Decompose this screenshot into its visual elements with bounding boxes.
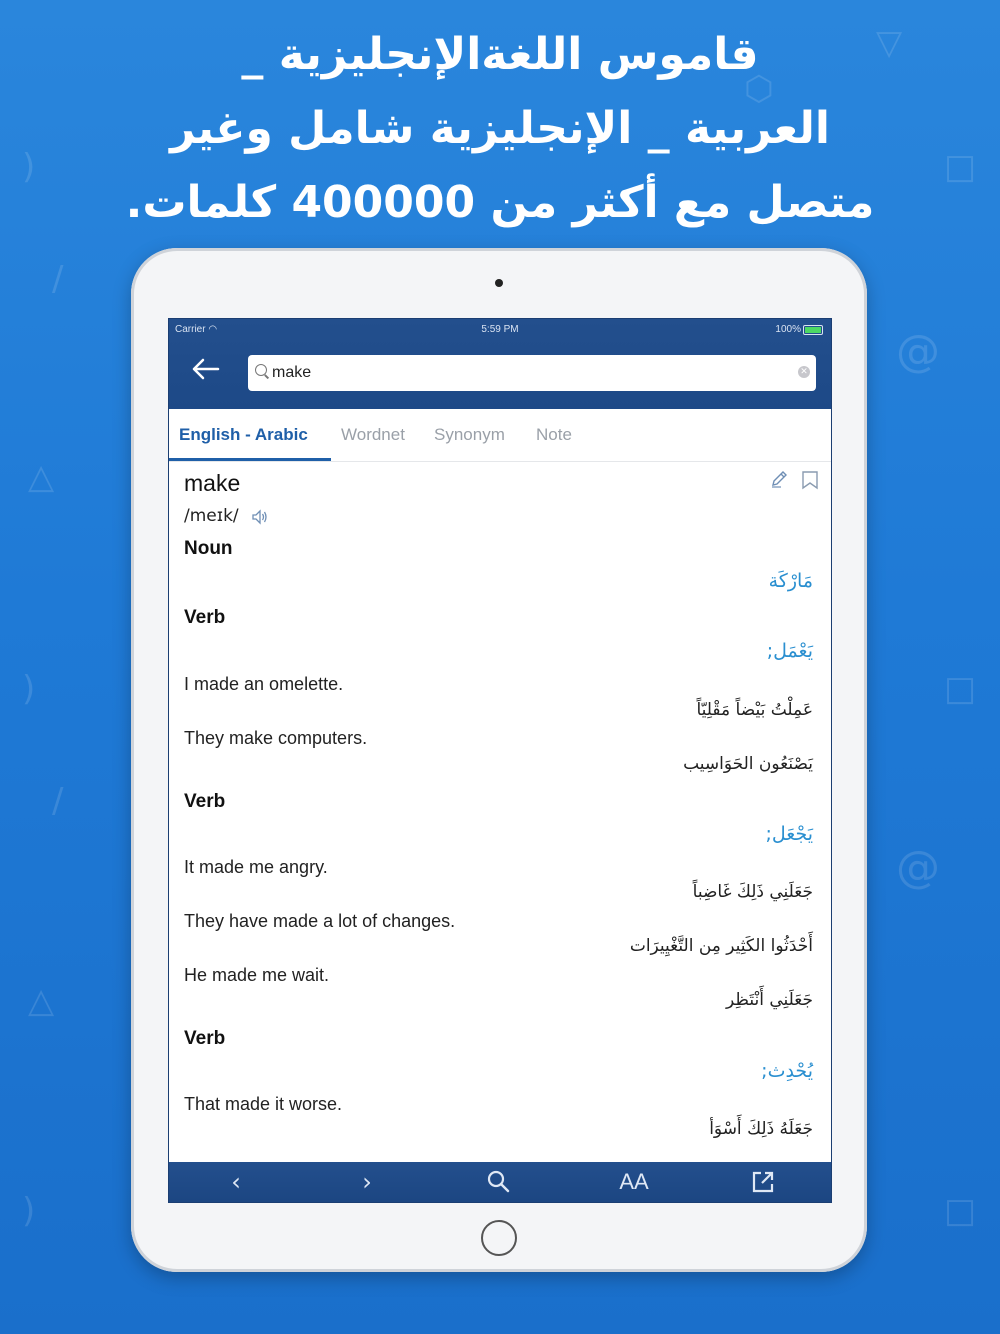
background-spiral-icon: @: [896, 842, 940, 893]
arrow-left-icon: [191, 357, 221, 381]
tab-wordnet[interactable]: Wordnet: [341, 425, 405, 444]
background-square-icon: □: [944, 669, 977, 709]
headline-line-2: العربية _ الإنجليزية شامل وغير: [170, 103, 830, 154]
definition-content[interactable]: [169, 462, 831, 1162]
part-of-speech: Verb: [184, 791, 226, 812]
back-button[interactable]: [189, 357, 223, 387]
example-arabic: جَعَلَنِي أَنْتَظِر: [726, 990, 813, 1010]
part-of-speech: Verb: [184, 1028, 226, 1049]
promo-headline: [0, 18, 1000, 240]
search-bar[interactable]: [248, 355, 816, 391]
example-english: They make computers.: [184, 728, 368, 748]
font-size-button[interactable]: [612, 1162, 656, 1202]
background-hexagon-icon: ⬡: [744, 69, 774, 109]
example-arabic: يَصْنَعُون الحَوَاسِيب: [683, 754, 813, 774]
chevron-left-icon: ‹: [231, 1168, 241, 1196]
font-size-icon: AA: [619, 1169, 649, 1194]
clear-x-icon[interactable]: ✕: [798, 366, 810, 378]
pronunciation: /meɪk/: [184, 506, 239, 526]
chevron-right-icon: ›: [362, 1168, 372, 1196]
background-triangle-icon: △: [28, 981, 55, 1021]
home-button: [481, 1220, 517, 1256]
tab-synonym[interactable]: Synonym: [434, 425, 505, 444]
battery-icon: [803, 325, 823, 335]
bottom-toolbar: [169, 1162, 831, 1202]
part-of-speech: Noun: [184, 538, 233, 559]
example-arabic: أَحْدَثُوا الكَثِير مِن التَّغْيِيرَات: [629, 936, 813, 956]
arabic-translation: مَارْكَة: [768, 570, 813, 592]
tab-note[interactable]: Note: [536, 425, 572, 444]
background-spiral-icon: @: [896, 326, 940, 377]
status-time: 5:59 PM: [481, 324, 519, 335]
share-button[interactable]: [743, 1162, 783, 1202]
pencil-icon[interactable]: [769, 469, 789, 489]
background-slash-icon: /: [52, 781, 64, 821]
background-triangle-icon: ▽: [876, 23, 903, 63]
example-arabic: جَعَلَهُ ذَلِكَ أَسْوَأ: [709, 1119, 813, 1139]
background-triangle-icon: △: [28, 457, 55, 497]
background-arc-icon: ): [22, 1191, 36, 1231]
wifi-icon: ◠: [208, 324, 218, 335]
background-square-icon: □: [944, 1191, 977, 1231]
arabic-translation: يَجْعَل;: [765, 823, 813, 845]
tab-bar: [169, 409, 831, 462]
headword: make: [184, 470, 241, 496]
example-arabic: جَعَلَنِي ذَلِكَ غَاضِباً: [692, 882, 813, 902]
magnifier-icon: [255, 364, 267, 376]
search-button[interactable]: [479, 1162, 519, 1202]
headline-line-3: متصل مع أكثر من 400000 كلمات.: [125, 177, 875, 228]
carrier-label: Carrier ◠: [175, 324, 218, 335]
battery-percent: 100%: [775, 324, 801, 335]
example-english: It made me angry.: [184, 857, 328, 877]
share-icon: [750, 1169, 776, 1195]
arabic-translation: يُحْدِث;: [761, 1060, 813, 1082]
active-tab-indicator: [169, 458, 331, 461]
bookmark-icon[interactable]: [801, 470, 819, 490]
ipad-frame: [131, 248, 867, 1272]
search-icon: [486, 1169, 512, 1195]
example-english: They have made a lot of changes.: [184, 911, 456, 931]
example-english: That made it worse.: [184, 1094, 343, 1114]
speaker-icon[interactable]: [251, 508, 269, 526]
tab-english-arabic[interactable]: English - Arabic: [179, 425, 308, 444]
background-square-icon: □: [944, 147, 977, 187]
search-input[interactable]: [272, 355, 782, 391]
previous-button[interactable]: [216, 1162, 256, 1202]
background-arc-icon: ): [22, 147, 36, 187]
example-english: I made an omelette.: [184, 674, 344, 694]
navigation-bar: [169, 319, 831, 409]
part-of-speech: Verb: [184, 607, 226, 628]
example-english: He made me wait.: [184, 965, 330, 985]
background-slash-icon: /: [52, 259, 64, 299]
background-arc-icon: ): [22, 669, 36, 709]
next-button[interactable]: [347, 1162, 387, 1202]
app-screen: [168, 318, 832, 1203]
camera-icon: [495, 279, 503, 287]
arabic-translation: يَعْمَل;: [766, 640, 813, 662]
example-arabic: عَمِلْتُ بَيْضاً مَقْلِيّاً: [696, 700, 813, 720]
headline-line-1: قاموس اللغةالإنجليزية _: [241, 29, 759, 80]
